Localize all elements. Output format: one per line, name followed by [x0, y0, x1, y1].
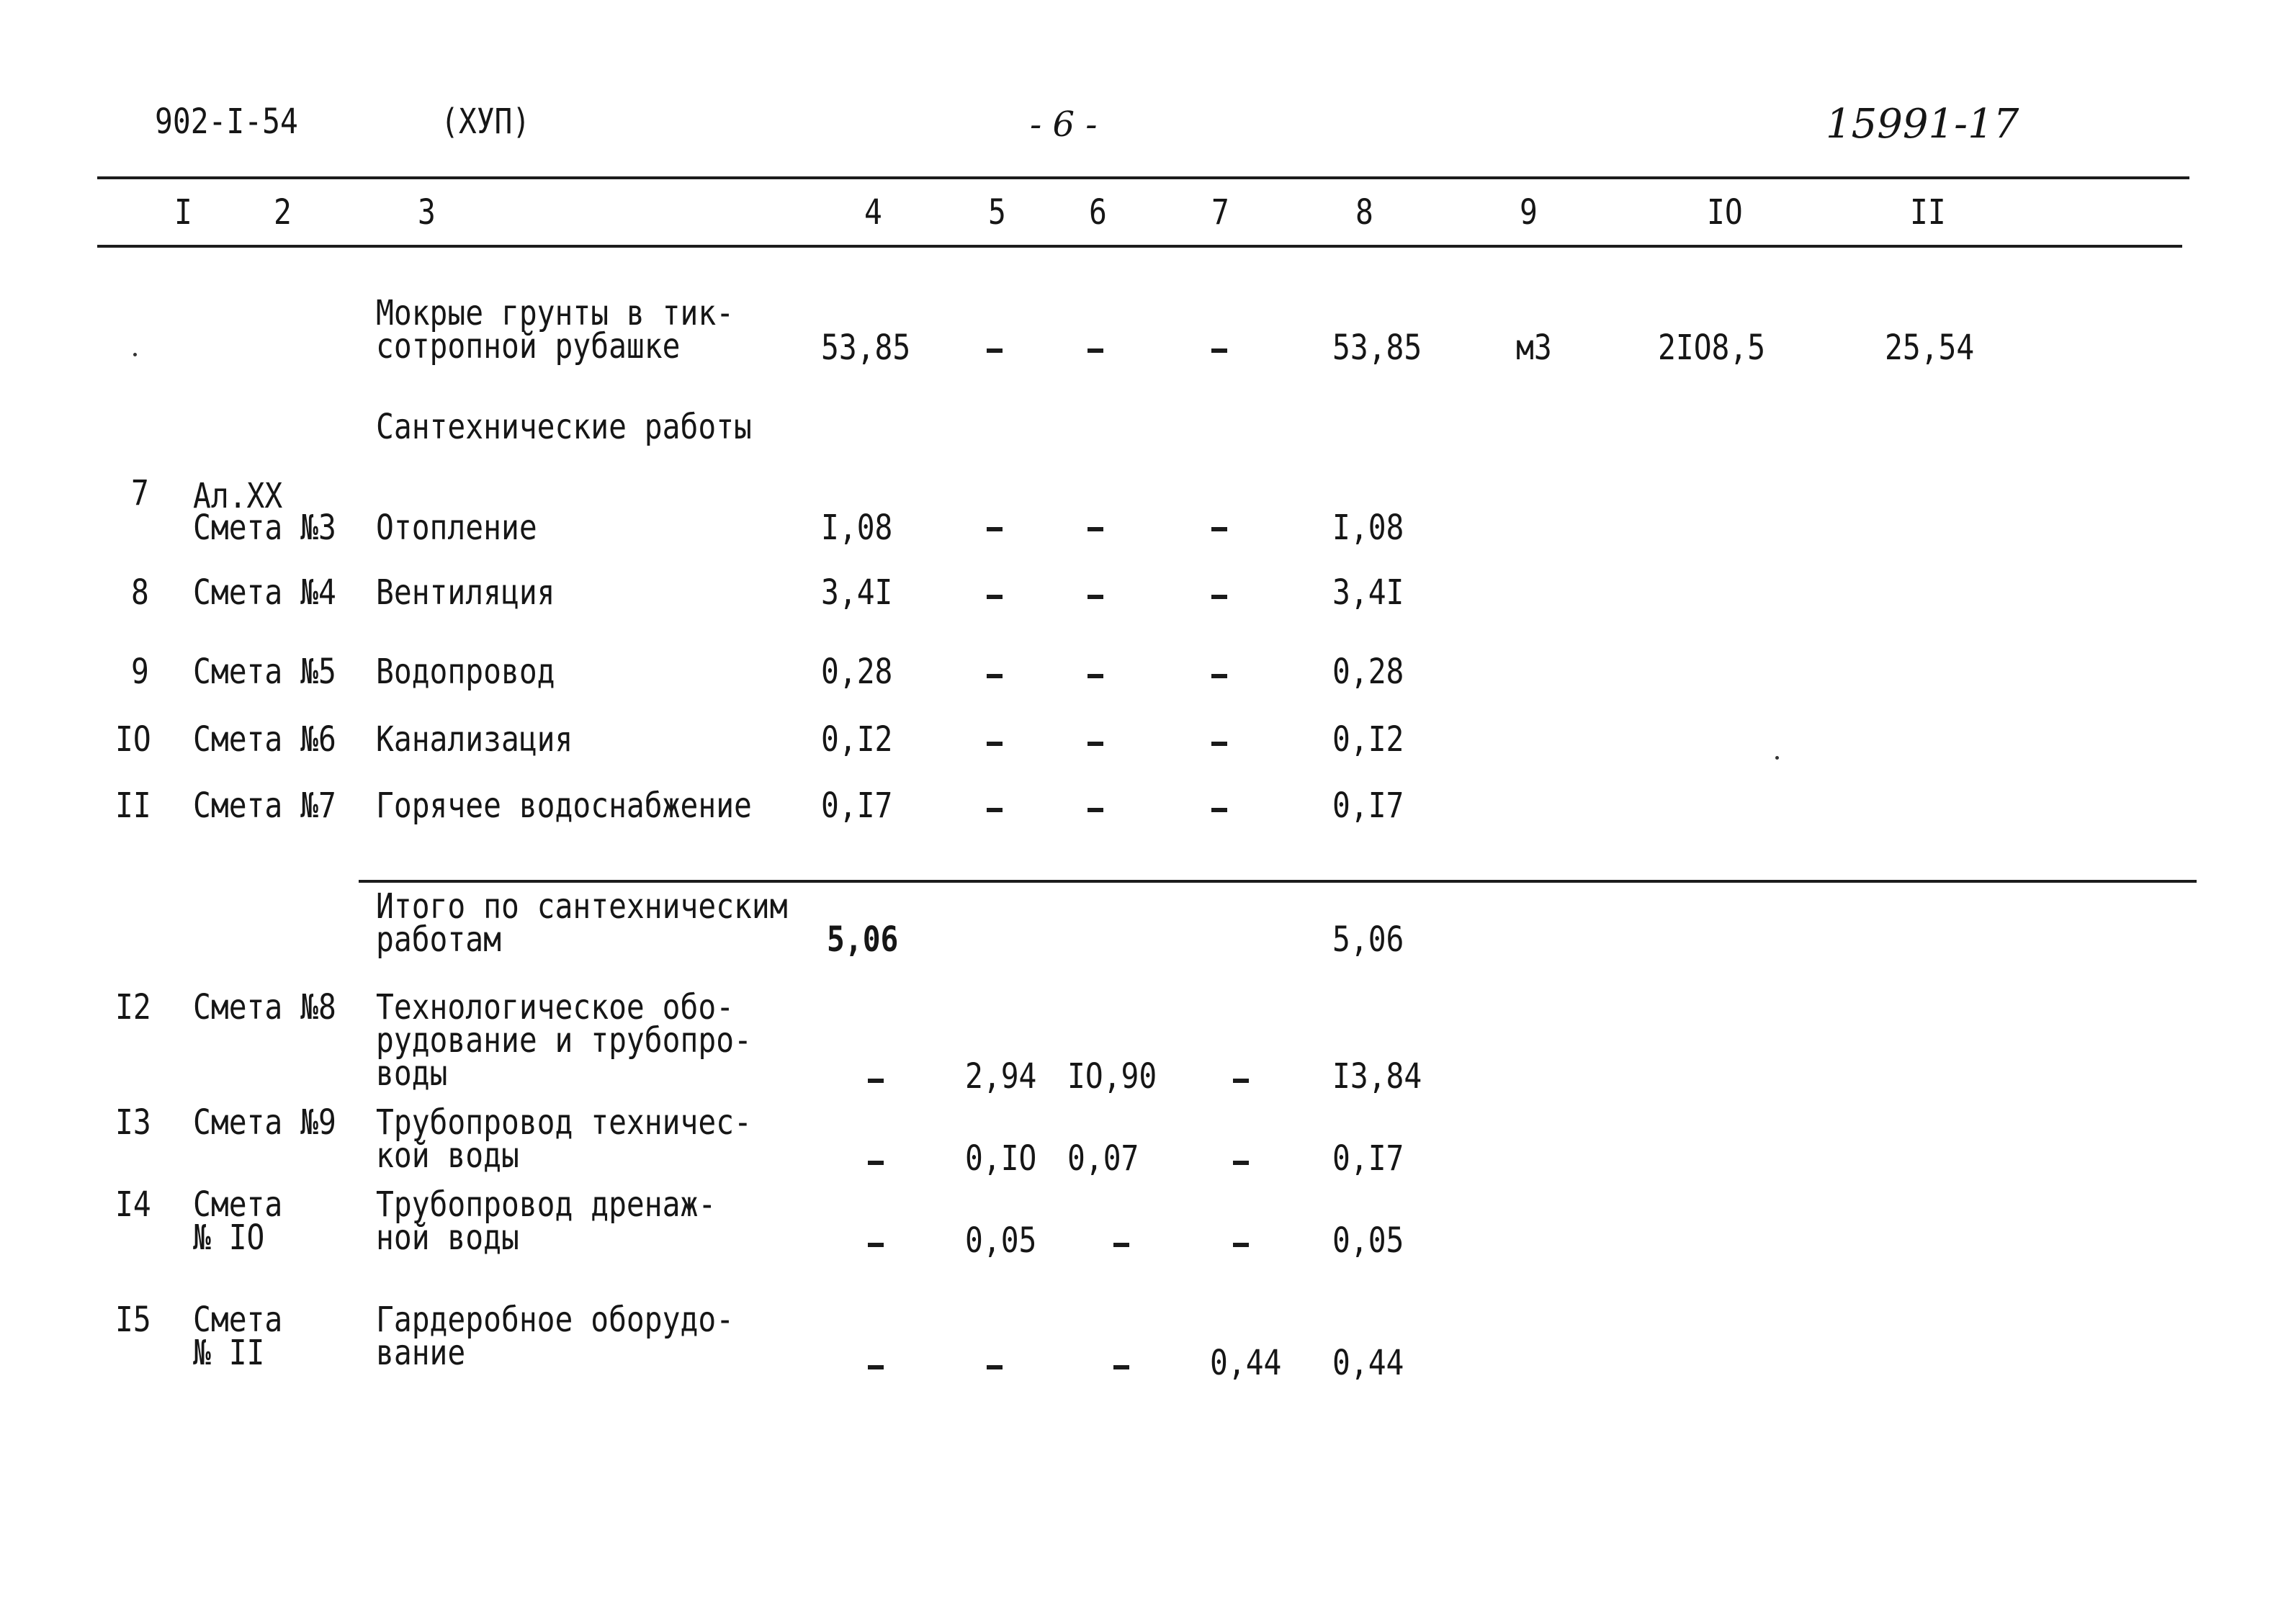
row14-name-line2: ной воды: [376, 1218, 519, 1258]
dash-mark: [1211, 595, 1227, 599]
dash-mark: [1088, 527, 1103, 531]
subtotal-rule: [359, 880, 2197, 883]
row10-col8: 0,I2: [1332, 719, 1404, 760]
column-header-11: II: [1910, 192, 1946, 233]
row9-col4: 0,28: [821, 652, 893, 692]
column-header-3: 3: [418, 192, 436, 233]
dash-mark: [1233, 1243, 1249, 1247]
dash-mark: [1113, 1365, 1129, 1369]
row12-name-line3: воды: [376, 1053, 448, 1094]
subtotal-col8: 5,06: [1332, 919, 1404, 960]
dash-mark: [1088, 348, 1103, 353]
dash-mark: [1211, 674, 1227, 678]
dash-mark: [1211, 527, 1227, 531]
column-header-2: 2: [274, 192, 292, 233]
column-header-1: I: [174, 192, 192, 233]
row11-num: II: [115, 786, 151, 826]
column-header-5: 5: [988, 192, 1006, 233]
row13-name-line2: кой воды: [376, 1135, 519, 1176]
row15-ref-line2: № II: [193, 1333, 265, 1373]
row7-name: Отопление: [376, 508, 537, 548]
wet-soil-col8: 53,85: [1332, 328, 1422, 368]
row14-col8: 0,05: [1332, 1220, 1404, 1261]
row15-name-line1: Гардеробное оборудо-: [376, 1300, 735, 1340]
row7-col4: I,08: [821, 508, 893, 548]
row13-col6: 0,07: [1067, 1138, 1139, 1179]
row9-ref: Смета №5: [193, 652, 336, 692]
row10-num: IO: [115, 719, 151, 760]
subtotal-name-line2: работам: [376, 919, 501, 960]
dash-mark: [1211, 742, 1227, 746]
row12-name-line2: рудование и трубопро-: [376, 1020, 752, 1061]
dash-mark: [1113, 1243, 1129, 1247]
row12-col6: IO,90: [1067, 1056, 1157, 1097]
row13-col5: 0,IO: [965, 1138, 1037, 1179]
wet-soil-col4: 53,85: [821, 328, 911, 368]
column-header-6: 6: [1089, 192, 1107, 233]
dash-mark: [1211, 808, 1227, 812]
dash-mark: [987, 674, 1003, 678]
dash-mark: [868, 1243, 884, 1247]
row10-ref: Смета №6: [193, 719, 336, 760]
row7-col8: I,08: [1332, 508, 1404, 548]
row11-col4: 0,I7: [821, 786, 893, 826]
row8-col4: 3,4I: [821, 572, 893, 613]
row8-ref: Смета №4: [193, 572, 336, 613]
dash-mark: [1088, 595, 1103, 599]
section-title: Сантехнические работы: [376, 407, 752, 447]
dash-mark: [987, 808, 1003, 812]
row15-ref-line1: Смета: [193, 1300, 283, 1340]
column-header-10: IO: [1707, 192, 1743, 233]
row8-col8: 3,4I: [1332, 572, 1404, 613]
row8-name: Вентиляция: [376, 572, 555, 613]
dash-mark: [868, 1365, 884, 1369]
row12-col8: I3,84: [1332, 1056, 1422, 1097]
row8-num: 8: [131, 572, 149, 613]
row12-col5: 2,94: [965, 1056, 1037, 1097]
handwritten-number: 15991-17: [1826, 101, 2019, 148]
row9-num: 9: [131, 652, 149, 692]
dash-mark: [987, 348, 1003, 353]
row14-num: I4: [115, 1184, 151, 1225]
wet-soil-col11: 25,54: [1885, 328, 1975, 368]
column-header-4: 4: [864, 192, 882, 233]
row12-ref: Смета №8: [193, 987, 336, 1027]
row9-name: Водопровод: [376, 652, 555, 692]
dash-mark: [868, 1079, 884, 1083]
row11-name: Горячее водоснабжение: [376, 786, 752, 826]
column-header-8: 8: [1355, 192, 1373, 233]
dash-mark: [1088, 674, 1103, 678]
dash-mark: [1233, 1161, 1249, 1165]
subtotal-name-line1: Итого по сантехническим: [376, 886, 788, 927]
dash-mark: [1211, 348, 1227, 353]
column-header-7: 7: [1211, 192, 1229, 233]
row14-name-line1: Трубопровод дренаж-: [376, 1184, 717, 1225]
row13-col8: 0,I7: [1332, 1138, 1404, 1179]
row9-col8: 0,28: [1332, 652, 1404, 692]
row13-num: I3: [115, 1102, 151, 1143]
ink-dot: [133, 353, 137, 356]
wet-soil-name-line2: сотропной рубашке: [376, 326, 681, 366]
dash-mark: [1233, 1079, 1249, 1083]
table-header-rule: [97, 245, 2182, 248]
row15-name-line2: вание: [376, 1333, 466, 1373]
row7-ref-line1: Ал.XX: [193, 476, 283, 516]
row10-col4: 0,I2: [821, 719, 893, 760]
dash-mark: [1088, 808, 1103, 812]
row12-name-line1: Технологическое обо-: [376, 987, 735, 1027]
dash-mark: [987, 742, 1003, 746]
dash-mark: [987, 1365, 1003, 1369]
table-top-rule: [97, 176, 2189, 179]
row7-ref-line2: Смета №3: [193, 508, 336, 548]
row11-ref: Смета №7: [193, 786, 336, 826]
row7-num: 7: [131, 473, 149, 513]
row12-num: I2: [115, 987, 151, 1027]
dash-mark: [868, 1161, 884, 1165]
row11-col8: 0,I7: [1332, 786, 1404, 826]
subtotal-col4: 5,06: [827, 919, 899, 960]
ink-dot: [1775, 756, 1779, 760]
page-marker: - 6 -: [1030, 104, 1098, 145]
wet-soil-name-line1: Мокрые грунты в тик-: [376, 293, 735, 333]
wet-soil-col10: 2IO8,5: [1658, 328, 1766, 368]
album-code: (ХУП): [441, 102, 531, 142]
dash-mark: [987, 527, 1003, 531]
row13-ref: Смета №9: [193, 1102, 336, 1143]
row14-ref-line2: № IO: [193, 1218, 265, 1258]
row15-col8: 0,44: [1332, 1343, 1404, 1383]
dash-mark: [1088, 742, 1103, 746]
doc-code: 902-I-54: [155, 102, 298, 142]
wet-soil-unit: м3: [1516, 328, 1552, 368]
row13-name-line1: Трубопровод техничес-: [376, 1102, 752, 1143]
row15-num: I5: [115, 1300, 151, 1340]
row15-col7: 0,44: [1210, 1343, 1282, 1383]
row14-col5: 0,05: [965, 1220, 1037, 1261]
row10-name: Канализация: [376, 719, 573, 760]
dash-mark: [987, 595, 1003, 599]
column-header-9: 9: [1520, 192, 1538, 233]
row14-ref-line1: Смета: [193, 1184, 283, 1225]
